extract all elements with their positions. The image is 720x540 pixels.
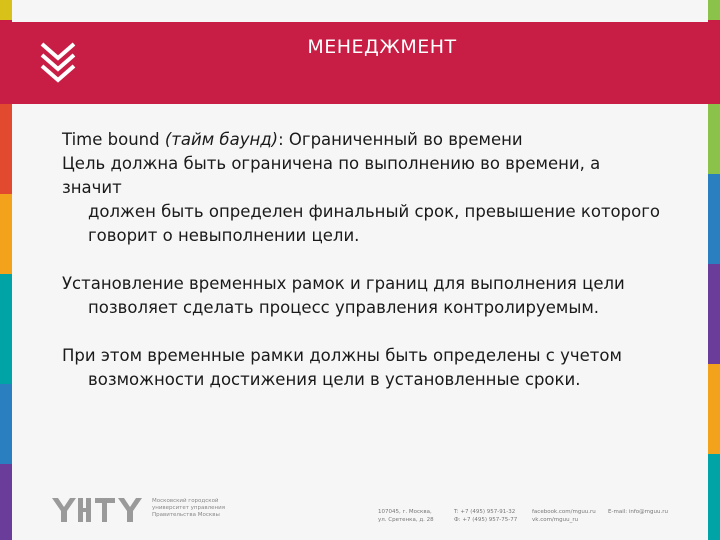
- slide-content: [62, 128, 662, 416]
- footer-email: [608, 508, 668, 516]
- header-bar: [0, 22, 720, 104]
- footer-email-link[interactable]: E-mail: info@mguu.ru: [608, 509, 668, 515]
- paragraph-1-line-2: должен быть определен финальный срок, превышение которого: [88, 202, 660, 221]
- footer-address: [378, 508, 434, 524]
- footer-org-line-1: Московский городской: [152, 498, 219, 504]
- footer-address-line-2: ул. Сретенка, д. 28: [378, 517, 434, 523]
- footer: [0, 490, 720, 530]
- intro-line: [62, 128, 662, 152]
- footer-phone-line-2: Ф: +7 (495) 957-75-77: [454, 517, 518, 523]
- footer-address-line-1: 107045, г. Москва,: [378, 509, 432, 515]
- intro-rest: : Ограниченный во времени: [278, 130, 523, 149]
- page-title: МЕНЕДЖМЕНТ: [307, 36, 457, 58]
- paragraph-2: [62, 272, 662, 320]
- paragraph-1-line-1: Цель должна быть ограничена по выполнению во времени, а значит: [62, 154, 601, 197]
- intro-term: Time bound: [62, 130, 160, 149]
- paragraph-1-line-3: говорит о невыполнении цели.: [88, 226, 360, 245]
- paragraph-2-line-2: позволяет сделать процесс управления контролируемым.: [88, 298, 600, 317]
- footer-phone-line-1: T: +7 (495) 957-91-32: [454, 509, 516, 515]
- footer-org-line-3: Правительства Москвы: [152, 512, 220, 518]
- paragraph-2-line-1: Установление временных рамок и границ для выполнения цели: [62, 274, 625, 293]
- footer-organization: [152, 498, 242, 519]
- footer-social-line-2[interactable]: vk.com/mguu_ru: [532, 517, 579, 523]
- paragraph-1: [62, 152, 662, 248]
- paragraph-3: [62, 344, 662, 392]
- university-logo: [52, 498, 148, 522]
- intro-transcription: (тайм баунд): [164, 130, 279, 149]
- footer-social-line-1[interactable]: facebook.com/mguu.ru: [532, 509, 596, 515]
- paragraph-3-line-2: возможности достижения цели в установленные сроки.: [88, 370, 581, 389]
- footer-social: [532, 508, 596, 524]
- footer-phones: [454, 508, 517, 524]
- paragraph-3-line-1: При этом временные рамки должны быть определены с учетом: [62, 346, 622, 365]
- footer-org-line-2: университет управления: [152, 505, 226, 511]
